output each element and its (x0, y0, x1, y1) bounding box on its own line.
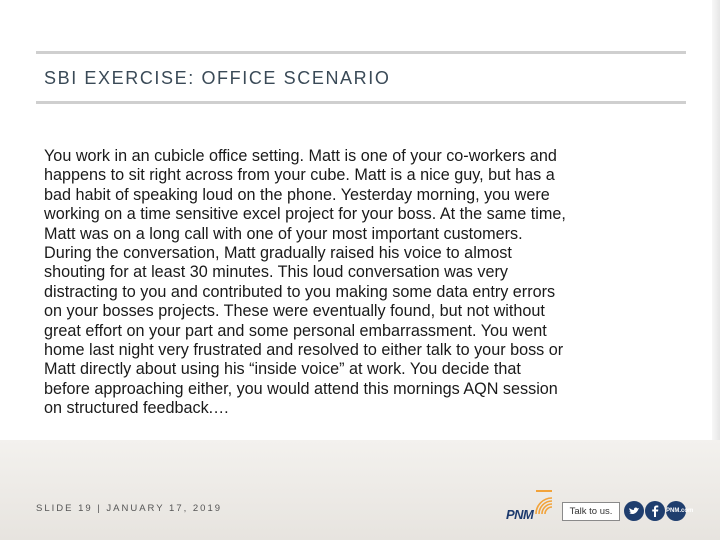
pnm-com-icon[interactable]: PNM.com (666, 501, 686, 521)
twitter-bird-icon (624, 501, 644, 521)
brand-name: PNM (506, 507, 534, 522)
slide-number-date: SLIDE 19 | JANUARY 17, 2019 (36, 503, 223, 514)
scenario-paragraph (44, 147, 644, 419)
slide-footer (0, 440, 720, 540)
paragraph-line: great effort on your part and some personal embarrassment. You went (44, 321, 547, 340)
paragraph-line: Matt was on a long call with one of your most important customers. (44, 224, 523, 243)
talk-to-us-button[interactable]: Talk to us. (562, 502, 620, 521)
paragraph-line: shouting for at least 30 minutes. This loud conversation was very (44, 263, 508, 282)
paragraph-line: Matt directly about using his “inside voice” at work. You decide that (44, 360, 521, 379)
paragraph-line: During the conversation, Matt gradually raised his voice to almost (44, 244, 512, 263)
title-top-rule (36, 51, 686, 54)
paragraph-line: happens to sit right across from your cube. Matt is a nice guy, but has a (44, 166, 555, 185)
paragraph-line: on your bosses projects. These were eventually found, but not without (44, 302, 545, 321)
pnm-logo (506, 484, 558, 524)
facebook-f-icon (645, 501, 665, 521)
paragraph-line: on structured feedback.… (44, 399, 230, 418)
twitter-icon[interactable] (624, 501, 644, 521)
paragraph-line: home last night very frustrated and resolved to either talk to your boss or (44, 341, 564, 360)
slide-title: SBI EXERCISE: OFFICE SCENARIO (44, 68, 391, 88)
paragraph-line: before approaching either, you would attend this mornings AQN session (44, 379, 558, 398)
paragraph-line: working on a time sensitive excel project for your boss. At the same time, (44, 205, 566, 224)
paragraph-line: distracting to you and contributed to you making some data entry errors (44, 282, 556, 301)
paragraph-line: bad habit of speaking loud on the phone. Yesterday morning, you were (44, 185, 550, 204)
facebook-icon[interactable] (645, 501, 665, 521)
paragraph-line: You work in an cubicle office setting. Matt is one of your co-workers and (44, 147, 557, 165)
title-bottom-rule (36, 101, 686, 104)
